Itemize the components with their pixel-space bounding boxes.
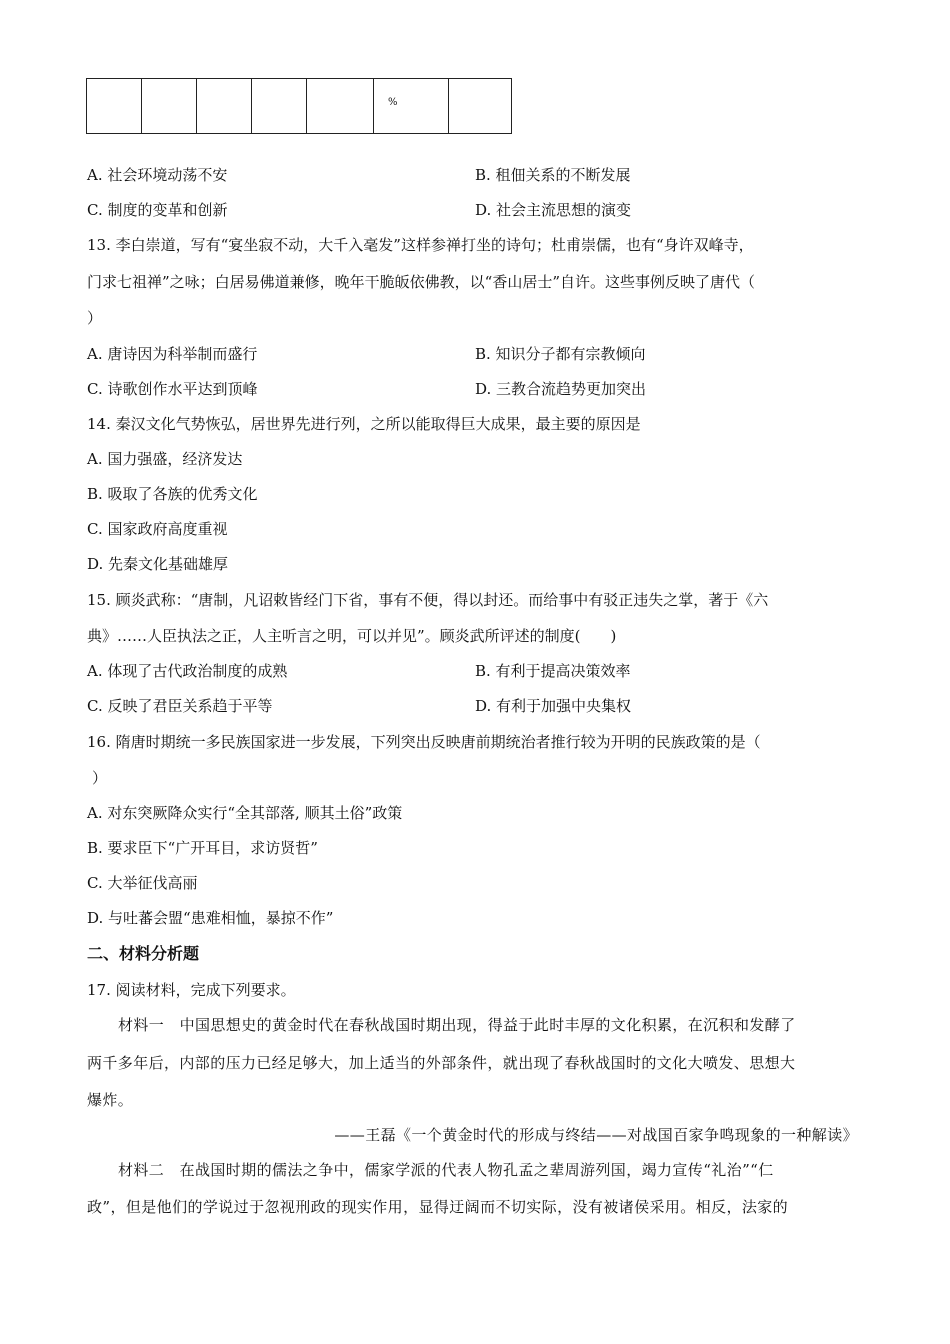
- table-cell-percent: %: [374, 79, 449, 134]
- q14-option-c: C. 国家政府高度重视: [87, 520, 228, 538]
- table-cell: [87, 79, 142, 134]
- q15-option-b: B. 有利于提高决策效率: [475, 662, 631, 680]
- q16-stem-line2: ）: [92, 769, 108, 787]
- q14-option-a: A. 国力强盛，经济发达: [87, 450, 243, 468]
- q12-option-b: B. 租佃关系的不断发展: [475, 166, 631, 184]
- q13-stem-line2: 门求七祖禅”之咏；白居易佛道兼修，晚年干脆皈依佛教，以“香山居士”自许。这些事例反映了唐代（: [87, 273, 756, 291]
- table-cell: [197, 79, 252, 134]
- q16-option-b: B. 要求臣下“广开耳目，求访贤哲”: [87, 839, 318, 857]
- data-table: [86, 78, 512, 134]
- q13-option-c: C. 诗歌创作水平达到顶峰: [87, 380, 258, 398]
- q15-option-a: A. 体现了古代政治制度的成熟: [87, 662, 288, 680]
- q13-stem-line1: 13. 李白崇道，写有“宴坐寂不动，大千入毫发”这样参禅打坐的诗句；杜甫崇儒，也有“身许双峰寺，: [87, 236, 754, 254]
- q16-option-c: C. 大举征伐高丽: [87, 874, 198, 892]
- q12-option-d: D. 社会主流思想的演变: [475, 201, 632, 219]
- q13-option-b: B. 知识分子都有宗教倾向: [475, 345, 646, 363]
- q13-stem-line3: ）: [87, 309, 103, 327]
- section-heading: 二、材料分析题: [87, 944, 200, 963]
- q15-stem-line1: 15. 顾炎武称：“唐制，凡诏敕皆经门下省，事有不便，得以封还。而给事中有驳正违失之掌，著于《六: [87, 591, 769, 609]
- material-1-line3: 爆炸。: [87, 1091, 134, 1109]
- q13-option-a: A. 唐诗因为科举制而盛行: [87, 345, 258, 363]
- q15-option-d: D. 有利于加强中央集权: [475, 697, 632, 715]
- q15-stem-line2: 典》……人臣执法之正，人主听言之明，可以并见”。顾炎武所评述的制度( ): [87, 627, 617, 645]
- q16-option-a: A. 对东突厥降众实行“全其部落, 顺其土俗”政策: [87, 804, 403, 822]
- material-1-line1: 材料一 中国思想史的黄金时代在春秋战国时期出现，得益于此时丰厚的文化积累，在沉积和发酵了: [118, 1016, 796, 1034]
- q14-stem: 14. 秦汉文化气势恢弘，居世界先进行列，之所以能取得巨大成果，最主要的原因是: [87, 415, 641, 433]
- table-row: [87, 79, 512, 134]
- q16-stem-line1: 16. 隋唐时期统一多民族国家进一步发展，下列突出反映唐前期统治者推行较为开明的民族政策的是（: [87, 733, 761, 751]
- table-cell: [449, 79, 512, 134]
- q17-stem: 17. 阅读材料，完成下列要求。: [87, 981, 296, 999]
- material-1-line2: 两千多年后，内部的压力已经足够大，加上适当的外部条件，就出现了春秋战国时的文化大喷发、思想大: [87, 1054, 796, 1072]
- q12-option-a: A. 社会环境动荡不安: [87, 166, 228, 184]
- material-2-line1: 材料二 在战国时期的儒法之争中，儒家学派的代表人物孔孟之辈周游列国，竭力宣传“礼治”“仁: [118, 1161, 774, 1179]
- q14-option-b: B. 吸取了各族的优秀文化: [87, 485, 258, 503]
- q13-option-d: D. 三教合流趋势更加突出: [475, 380, 647, 398]
- material-2-line2: 政”，但是他们的学说过于忽视刑政的现实作用，显得迂阔而不切实际，没有被诸侯采用。相反，法家的: [87, 1198, 789, 1216]
- material-1-source: ——王磊《一个黄金时代的形成与终结——对战国百家争鸣现象的一种解读》: [334, 1126, 858, 1144]
- table-cell: [252, 79, 307, 134]
- table-cell: [307, 79, 374, 134]
- q14-option-d: D. 先秦文化基础雄厚: [87, 555, 229, 573]
- q12-option-c: C. 制度的变革和创新: [87, 201, 228, 219]
- q15-option-c: C. 反映了君臣关系趋于平等: [87, 697, 273, 715]
- q16-option-d: D. 与吐蕃会盟“患难相恤，暴掠不作”: [87, 909, 334, 927]
- table-cell: [142, 79, 197, 134]
